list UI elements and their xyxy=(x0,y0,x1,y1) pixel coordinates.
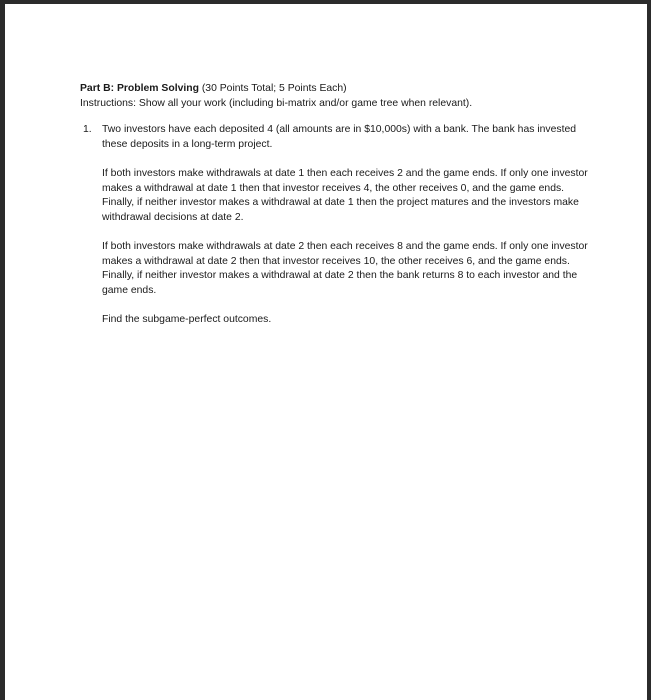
question-task: Find the subgame-perfect outcomes. xyxy=(102,314,272,325)
question-intro: Two investors have each deposited 4 (all amounts are in $10,000s) with a bank. The bank has invested these deposits in a long-term project. xyxy=(102,124,577,150)
document-page xyxy=(5,4,647,700)
section-heading-title: Part B: Problem Solving xyxy=(80,83,199,94)
question-date2-paragraph: If both investors make withdrawals at date 2 then each receives 8 and the game ends. If only one investor makes a withdrawal at date 2 then that investor receives 10, the other receives 6, and the game ends. Finally, if neither investor makes a withdrawal at date 2 then the bank returns 8 to each investor and the game ends. xyxy=(102,241,588,296)
question-number: 1. xyxy=(83,124,92,135)
question-date1-paragraph: If both investors make withdrawals at date 1 then each receives 2 and the game ends. If only one investor makes a withdrawal at date 1 then that investor receives 4, the other receives 0, and the game ends. Finally, if neither investor makes a withdrawal at date 1 then the project matures and the investors make withdrawal decisions at date 2. xyxy=(102,168,588,223)
section-heading xyxy=(80,82,590,97)
instructions-text: Instructions: Show all your work (including bi-matrix and/or game tree when relevant). xyxy=(80,97,473,109)
section-heading-points: (30 Points Total; 5 Points Each) xyxy=(198,83,347,94)
question-item xyxy=(80,123,590,328)
document-content xyxy=(80,82,590,328)
